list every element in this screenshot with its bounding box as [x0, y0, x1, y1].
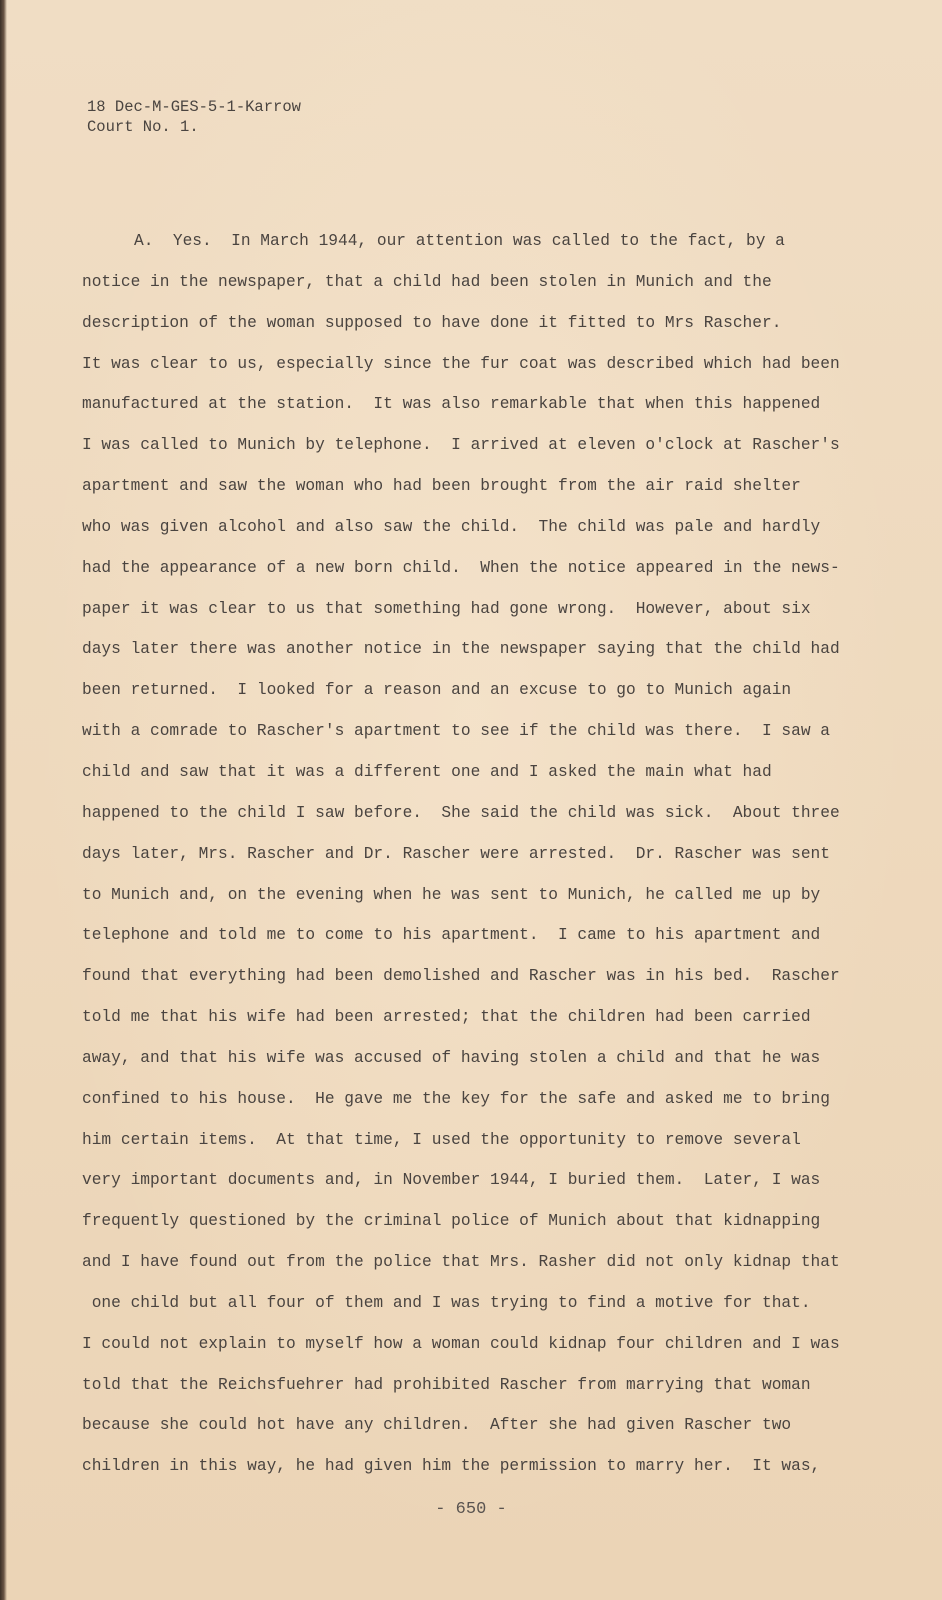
text-line: telephone and told me to come to his apartment. I came to his apartment and	[82, 926, 821, 945]
text-line: frequently questioned by the criminal police of Munich about that kidnapping	[82, 1212, 821, 1231]
text-line: A. Yes. In March 1944, our attention was called to the fact, by a	[134, 232, 785, 250]
text-line: found that everything had been demolished and Rascher was in his bed. Rascher	[82, 967, 840, 986]
text-line: days later there was another notice in the newspaper saying that the child had	[82, 640, 840, 659]
text-line: and I have found out from the police that Mrs. Rasher did not only kidnap that	[82, 1253, 840, 1272]
text-line: who was given alcohol and also saw the child. The child was pale and hardly	[82, 517, 821, 536]
text-line: notice in the newspaper, that a child had been stolen in Munich and the	[82, 272, 772, 291]
header-court: Court No. 1.	[87, 118, 199, 136]
text-line: children in this way, he had given him the permission to marry her. It was,	[82, 1457, 821, 1476]
text-line: I could not explain to myself how a woman could kidnap four children and I was	[82, 1334, 840, 1353]
page-number: - 650 -	[435, 1500, 507, 1519]
text-line: apartment and saw the woman who had been brought from the air raid shelter	[82, 477, 801, 496]
text-line: I was called to Munich by telephone. I arrived at eleven o'clock at Rascher's	[82, 436, 840, 455]
text-line: It was clear to us, especially since the fur coat was described which had been	[82, 354, 840, 373]
text-line: had the appearance of a new born child. When the notice appeared in the news-	[82, 558, 840, 577]
text-line: child and saw that it was a different one and I asked the main what had	[82, 762, 772, 781]
text-line: him certain items. At that time, I used the opportunity to remove several	[82, 1130, 801, 1149]
text-line: happened to the child I saw before. She said the child was sick. About three	[82, 803, 840, 822]
text-line: paper it was clear to us that something had gone wrong. However, about six	[82, 599, 811, 618]
text-line: away, and that his wife was accused of having stolen a child and that he was	[82, 1048, 821, 1067]
text-line: told me that his wife had been arrested; that the children had been carried	[82, 1008, 811, 1027]
text-line: days later, Mrs. Rascher and Dr. Rascher were arrested. Dr. Rascher was sent	[82, 844, 830, 863]
page-binding-edge	[0, 0, 7, 1600]
text-line: told that the Reichsfuehrer had prohibited Rascher from marrying that woman	[82, 1375, 811, 1394]
text-line: confined to his house. He gave me the key for the safe and asked me to bring	[82, 1089, 830, 1108]
text-line: manufactured at the station. It was also remarkable that when this happened	[82, 395, 821, 414]
document-header	[87, 97, 301, 137]
header-reference: 18 Dec-M-GES-5-1-Karrow	[87, 98, 301, 116]
text-line: description of the woman supposed to have done it fitted to Mrs Rascher.	[82, 313, 782, 332]
text-line: because she could hot have any children. After she had given Rascher two	[82, 1416, 792, 1435]
testimony-text	[82, 221, 902, 1487]
text-line: very important documents and, in November 1944, I buried them. Later, I was	[82, 1171, 821, 1190]
text-line: to Munich and, on the evening when he was sent to Munich, he called me up by	[82, 885, 821, 904]
text-line: with a comrade to Rascher's apartment to see if the child was there. I saw a	[82, 722, 830, 741]
text-line: been returned. I looked for a reason and an excuse to go to Munich again	[82, 681, 792, 700]
text-line: one child but all four of them and I was trying to find a motive for that.	[82, 1293, 811, 1312]
